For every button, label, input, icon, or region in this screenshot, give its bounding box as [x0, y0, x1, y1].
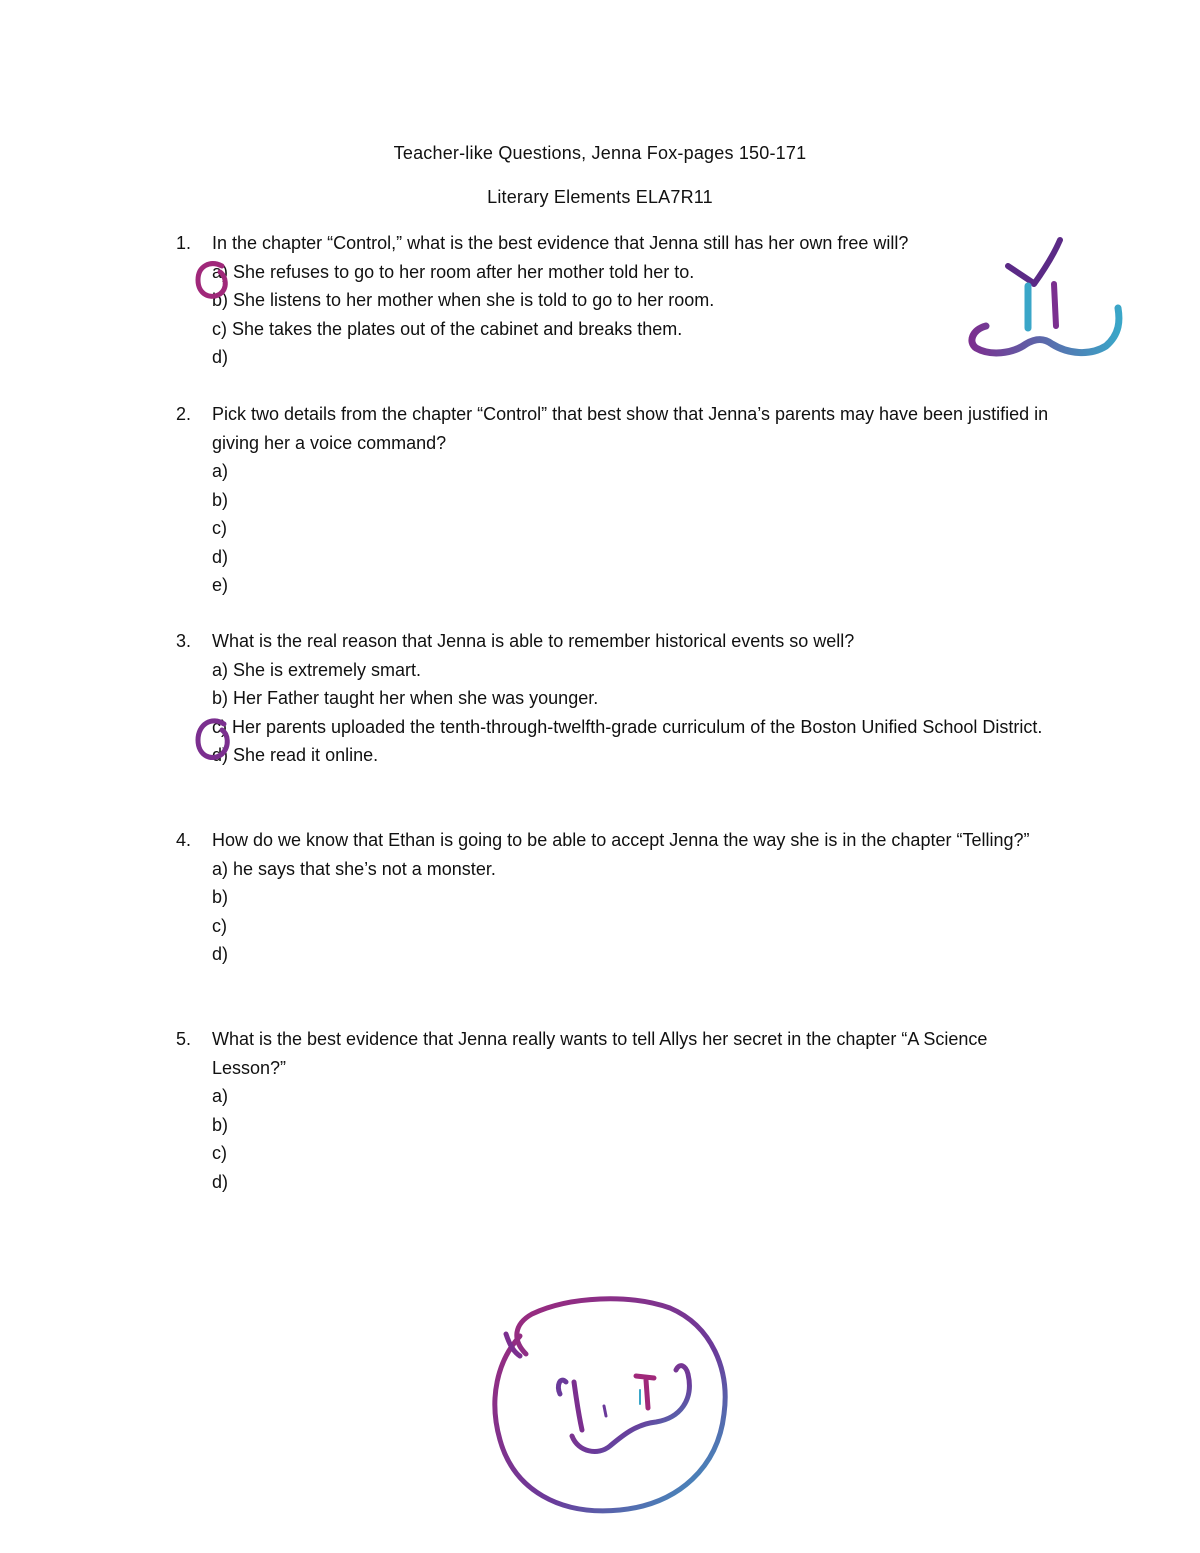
question-number: 4. [176, 830, 192, 850]
doodle-face-top [960, 230, 1135, 370]
answer-circle-q1 [190, 258, 240, 308]
question-3 [176, 627, 1056, 770]
answer-option: d) [212, 347, 229, 367]
question-number: 3. [176, 631, 192, 651]
answer-option: d) [212, 546, 229, 567]
answer-option: e) [212, 575, 229, 595]
question-text: How do we know that Ethan is going to be able to accept Jenna the way she is in the chapter “Telling?” [212, 830, 1030, 850]
answer-option: a) She refuses to go to her room after her mother told her to. [212, 261, 695, 282]
document-subtitle: Literary Elements ELA7R11 [487, 187, 713, 207]
answer-option: b) [212, 1114, 229, 1135]
question-number: 1. [176, 233, 192, 253]
question-text: In the chapter “Control,” what is the best evidence that Jenna still has her own free will? [212, 233, 909, 253]
question-text: What is the real reason that Jenna is able to remember historical events so well? [212, 631, 855, 651]
answer-circle-q3 [190, 714, 240, 768]
answer-option: d) [212, 944, 229, 964]
answer-option: a) [212, 1086, 229, 1106]
answer-option: c) [212, 1143, 227, 1163]
question-number: 5. [176, 1029, 192, 1049]
answer-option: c) [212, 518, 227, 538]
question-text: What is the best evidence that Jenna really wants to tell Allys her secret in the chapter “A Science Lesson?” [212, 1029, 988, 1078]
answer-option: b) She listens to her mother when she is told to go to her room. [212, 290, 715, 310]
question-number: 2. [176, 404, 192, 424]
answer-option: b) [212, 887, 229, 907]
question-2 [176, 400, 1056, 600]
answer-option: a) [212, 461, 229, 481]
doodle-face-bottom [480, 1290, 735, 1530]
answer-option: d) She read it online. [212, 745, 379, 765]
answer-option: c) Her parents uploaded the tenth-through-twelfth-grade curriculum of the Boston Unified School District. [212, 716, 1043, 737]
answer-option: c) [212, 915, 227, 936]
answer-option: b) Her Father taught her when she was younger. [212, 688, 599, 708]
question-text: Pick two details from the chapter “Control” that best show that Jenna’s parents may have been justified in giving her a voice command? [212, 404, 1049, 453]
question-4 [176, 826, 1056, 969]
answer-option: a) he says that she’s not a monster. [212, 858, 496, 879]
answer-option: d) [212, 1171, 229, 1192]
answer-option: a) She is extremely smart. [212, 659, 422, 680]
question-1 [176, 229, 1056, 372]
answer-option: b) [212, 489, 229, 510]
question-5 [176, 1025, 1056, 1196]
document-title: Teacher-like Questions, Jenna Fox-pages 150-171 [393, 143, 807, 163]
answer-option: c) She takes the plates out of the cabinet and breaks them. [212, 318, 683, 339]
